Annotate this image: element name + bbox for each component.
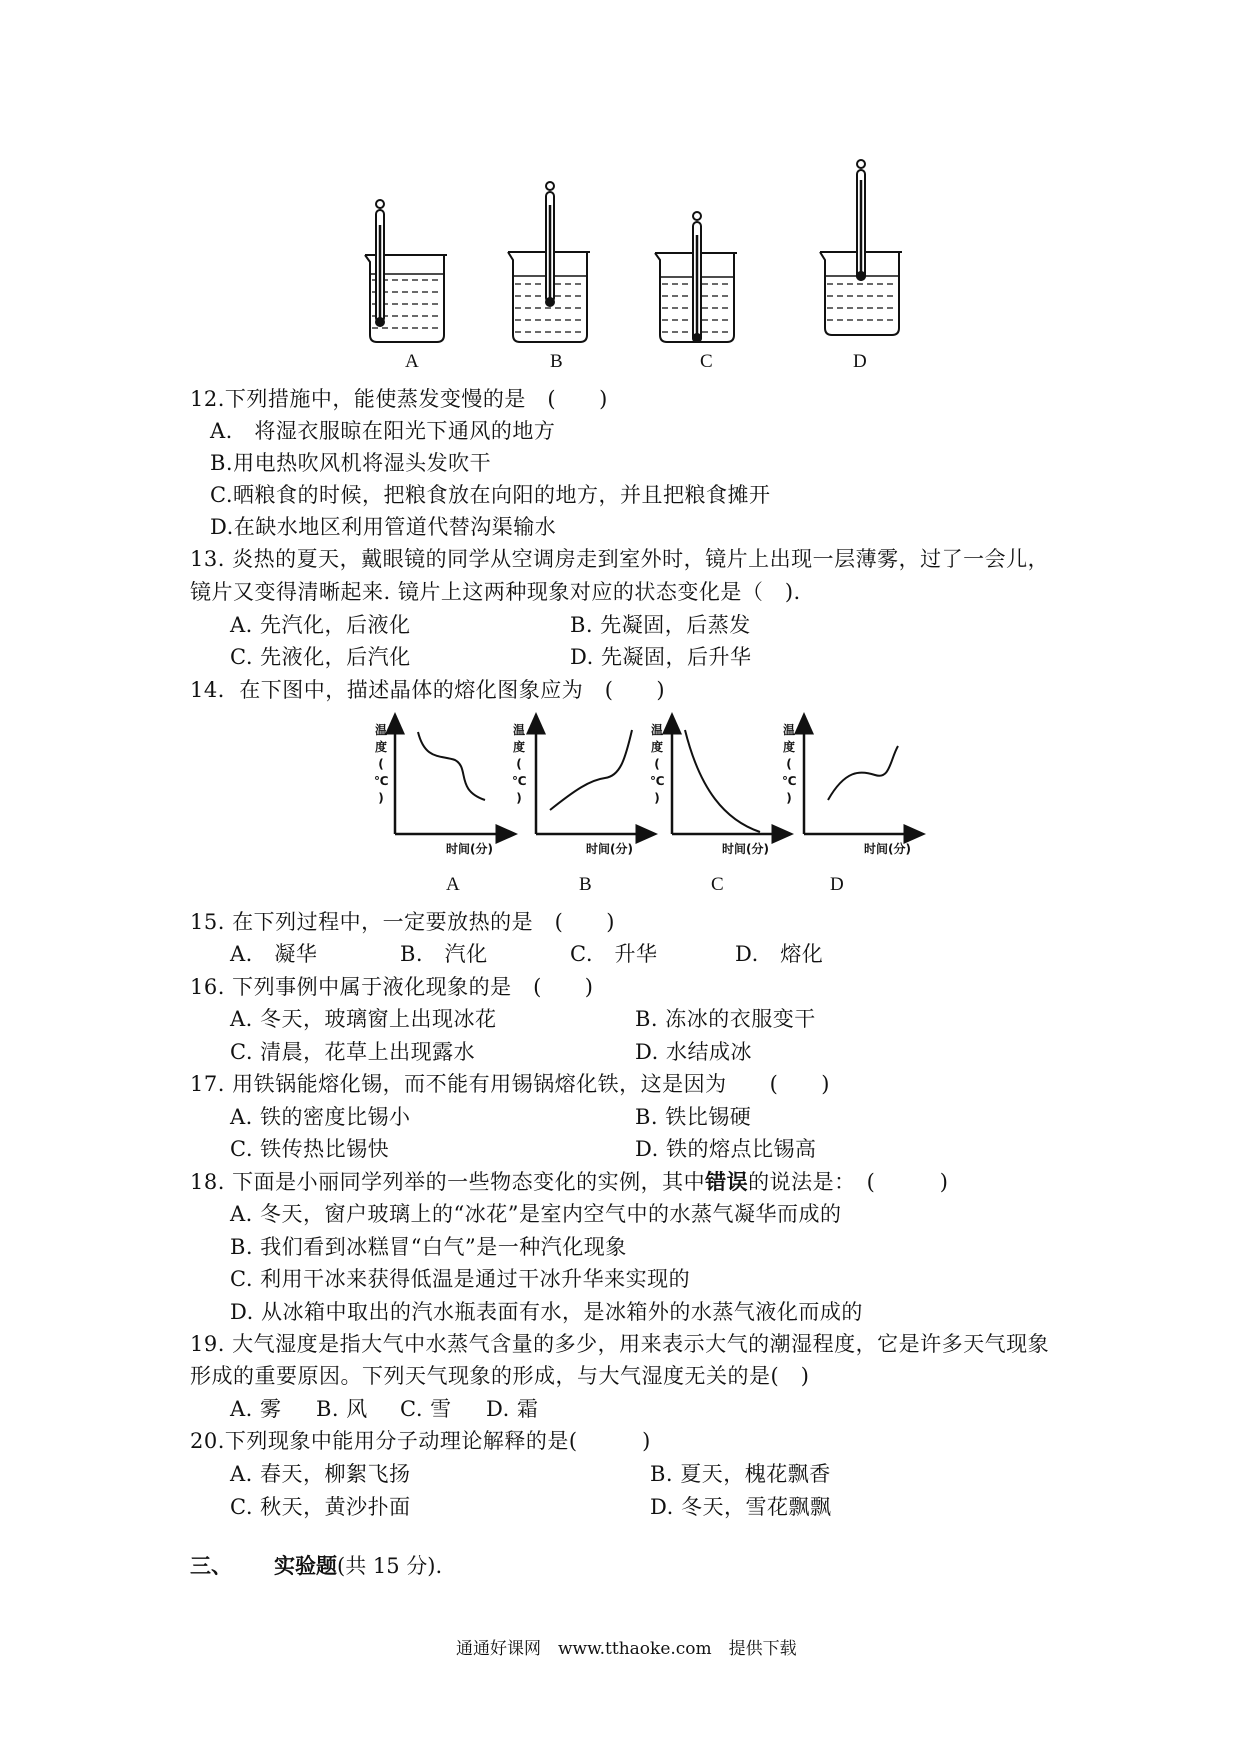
q19-option-a: A. 雾 xyxy=(230,1397,282,1421)
q15-option-c: C. 升华 xyxy=(570,942,658,966)
q17-option-c: C. 铁传热比锡快 xyxy=(230,1137,390,1161)
q12-option-d: D.在缺水地区利用管道代替沟渠输水 xyxy=(210,515,557,539)
beaker-label-a: A xyxy=(405,351,419,372)
q18-stem xyxy=(190,1166,948,1196)
q17-option-d: D. 铁的熔点比锡高 xyxy=(635,1137,817,1161)
graph-d-xlabel: 时间(分) xyxy=(864,842,911,856)
q13-option-a: A. 先汽化，后液化 xyxy=(230,613,411,637)
q16-option-d: D. 水结成冰 xyxy=(635,1040,752,1064)
q20-option-a: A. 春天，柳絮飞扬 xyxy=(230,1462,411,1486)
q19-stem-line1: 19. 大气湿度是指大气中水蒸气含量的多少，用来表示大气的潮湿程度，它是许多天气现象 xyxy=(190,1332,1050,1356)
q19-option-c: C. 雪 xyxy=(400,1397,452,1421)
q20-option-d: D. 冬天，雪花飘飘 xyxy=(650,1495,832,1519)
q20-option-b: B. 夏天，槐花飘香 xyxy=(650,1462,831,1486)
q18-stem-emphasis: 错误 xyxy=(705,1169,749,1194)
q19-option-d: D. 霜 xyxy=(486,1397,539,1421)
q17-stem: 17. 用铁锅能熔化锡，而不能有用锡锅熔化铁，这是因为 ( ) xyxy=(190,1072,830,1096)
graph-c xyxy=(672,722,784,834)
q12-option-c: C.晒粮食的时候，把粮食放在向阳的地方，并且把粮食摊开 xyxy=(210,483,771,507)
q18-option-c: C. 利用干冰来获得低温是通过干冰升华来实现的 xyxy=(230,1267,691,1291)
section3-title: 实验题 xyxy=(274,1553,337,1578)
q18-stem-pre: 18. 下面是小丽同学列举的一些物态变化的实例，其中 xyxy=(190,1170,706,1194)
q16-option-c: C. 清晨，花草上出现露水 xyxy=(230,1040,476,1064)
q16-stem: 16. 下列事例中属于液化现象的是 ( ) xyxy=(190,975,594,999)
q14-stem: 14．在下图中，描述晶体的熔化图象应为 ( ) xyxy=(190,678,666,702)
q19-option-b: B. 风 xyxy=(316,1397,368,1421)
footer-text: 通通好课网 www.tthaoke.com 提供下载 xyxy=(456,1639,797,1659)
graph-label-b: B xyxy=(579,874,592,895)
section3-suffix: (共 15 分). xyxy=(337,1554,443,1578)
q13-stem-line2: 镜片又变得清晰起来. 镜片上这两种现象对应的状态变化是（ ). xyxy=(190,580,801,604)
graph-a xyxy=(395,722,508,834)
graph-label-a: A xyxy=(446,874,460,895)
q12-option-a: A. 将湿衣服晾在阳光下通风的地方 xyxy=(210,419,556,443)
graph-d xyxy=(804,722,916,834)
q15-stem: 15. 在下列过程中，一定要放热的是 ( ) xyxy=(190,910,615,934)
graph-a-xlabel: 时间(分) xyxy=(446,842,493,856)
q17-option-b: B. 铁比锡硬 xyxy=(635,1105,752,1129)
q13-stem-line1: 13. 炎热的夏天，戴眼镜的同学从空调房走到室外时，镜片上出现一层薄雾，过了一会儿， xyxy=(190,547,1050,571)
beaker-label-c: C xyxy=(700,351,713,372)
q18-option-a: A. 冬天，窗户玻璃上的“冰花”是室内空气中的水蒸气凝华而成的 xyxy=(230,1202,842,1226)
q19-stem-line2: 形成的重要原因。下列天气现象的形成，与大气湿度无关的是( ) xyxy=(190,1364,810,1388)
graph-a-ylabel: 温 度 ( ℃ ) xyxy=(374,723,389,805)
q16-option-b: B. 冻冰的衣服变干 xyxy=(635,1007,816,1031)
q20-option-c: C. 秋天，黄沙扑面 xyxy=(230,1495,411,1519)
graph-b-ylabel: 温 度 ( ℃ ) xyxy=(512,723,527,805)
q12-option-b: B.用电热吹风机将湿头发吹干 xyxy=(210,451,492,475)
beaker-label-d: D xyxy=(853,351,867,372)
graph-label-d: D xyxy=(830,874,844,895)
q15-option-a: A. 凝华 xyxy=(230,942,318,966)
q18-option-b: B. 我们看到冰糕冒“白气”是一种汽化现象 xyxy=(230,1235,627,1259)
graph-c-xlabel: 时间(分) xyxy=(722,842,769,856)
q15-option-b: B. 汽化 xyxy=(400,942,488,966)
q13-option-b: B. 先凝固，后蒸发 xyxy=(570,613,751,637)
q18-option-d: D. 从冰箱中取出的汽水瓶表面有水，是冰箱外的水蒸气液化而成的 xyxy=(230,1300,863,1324)
beaker-label-b: B xyxy=(550,351,563,372)
q15-option-d: D. 熔化 xyxy=(735,942,824,966)
q13-option-c: C. 先液化，后汽化 xyxy=(230,645,411,669)
q12-stem: 12.下列措施中，能使蒸发变慢的是 ( ) xyxy=(190,387,608,411)
section3-heading xyxy=(274,1550,442,1580)
section3-number: 三、 xyxy=(190,1553,232,1578)
graph-label-c: C xyxy=(711,874,724,895)
q16-option-a: A. 冬天，玻璃窗上出现冰花 xyxy=(230,1007,497,1031)
q17-option-a: A. 铁的密度比锡小 xyxy=(230,1105,411,1129)
q20-stem: 20.下列现象中能用分子动理论解释的是( ) xyxy=(190,1429,651,1453)
graph-c-ylabel: 温 度 ( ℃ ) xyxy=(650,723,665,805)
graph-b-xlabel: 时间(分) xyxy=(586,842,633,856)
graph-d-ylabel: 温 度 ( ℃ ) xyxy=(782,723,797,805)
graph-b xyxy=(536,722,648,834)
q13-option-d: D. 先凝固，后升华 xyxy=(570,645,752,669)
q18-stem-post: 的说法是： ( ) xyxy=(748,1170,949,1194)
